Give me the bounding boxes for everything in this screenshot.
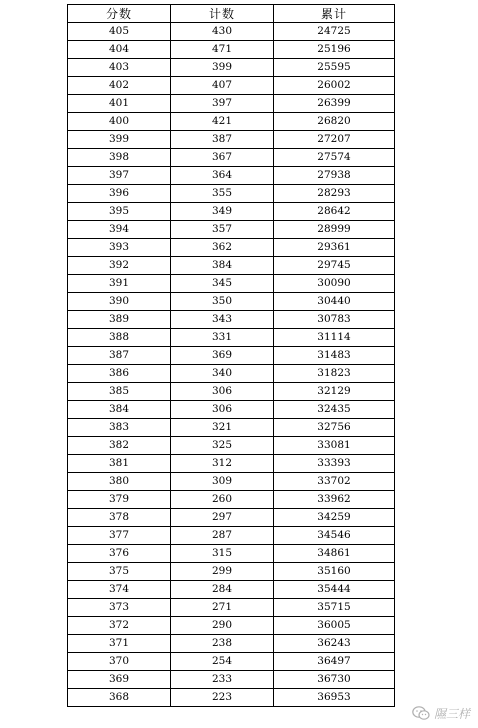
table-row bbox=[68, 635, 395, 653]
cell-count: 290 bbox=[171, 617, 274, 635]
cell-count: 238 bbox=[171, 635, 274, 653]
cell-cumulative: 34546 bbox=[274, 527, 395, 545]
cell-cumulative: 27938 bbox=[274, 167, 395, 185]
table-row bbox=[68, 653, 395, 671]
cell-score: 368 bbox=[68, 689, 171, 707]
cell-count: 355 bbox=[171, 185, 274, 203]
cell-score: 387 bbox=[68, 347, 171, 365]
table-row bbox=[68, 95, 395, 113]
table-row bbox=[68, 311, 395, 329]
table-row bbox=[68, 617, 395, 635]
cell-score: 384 bbox=[68, 401, 171, 419]
table-row bbox=[68, 203, 395, 221]
cell-count: 362 bbox=[171, 239, 274, 257]
cell-cumulative: 28293 bbox=[274, 185, 395, 203]
cell-count: 315 bbox=[171, 545, 274, 563]
cell-cumulative: 27574 bbox=[274, 149, 395, 167]
cell-cumulative: 36243 bbox=[274, 635, 395, 653]
table-row bbox=[68, 167, 395, 185]
cell-cumulative: 32129 bbox=[274, 383, 395, 401]
table-row bbox=[68, 329, 395, 347]
cell-cumulative: 26399 bbox=[274, 95, 395, 113]
cell-cumulative: 25595 bbox=[274, 59, 395, 77]
table-row bbox=[68, 419, 395, 437]
cell-cumulative: 35715 bbox=[274, 599, 395, 617]
table-row bbox=[68, 221, 395, 239]
cell-score: 396 bbox=[68, 185, 171, 203]
table-row bbox=[68, 509, 395, 527]
cell-score: 381 bbox=[68, 455, 171, 473]
cell-cumulative: 36730 bbox=[274, 671, 395, 689]
cell-count: 306 bbox=[171, 383, 274, 401]
cell-count: 357 bbox=[171, 221, 274, 239]
table-row bbox=[68, 185, 395, 203]
cell-cumulative: 30440 bbox=[274, 293, 395, 311]
table-row bbox=[68, 293, 395, 311]
table-row bbox=[68, 239, 395, 257]
table-row bbox=[68, 347, 395, 365]
cell-cumulative: 32756 bbox=[274, 419, 395, 437]
cell-score: 369 bbox=[68, 671, 171, 689]
cell-score: 375 bbox=[68, 563, 171, 581]
table-row bbox=[68, 149, 395, 167]
cell-cumulative: 36005 bbox=[274, 617, 395, 635]
table-row bbox=[68, 491, 395, 509]
cell-count: 325 bbox=[171, 437, 274, 455]
cell-score: 404 bbox=[68, 41, 171, 59]
table-row bbox=[68, 455, 395, 473]
cell-count: 399 bbox=[171, 59, 274, 77]
cell-score: 385 bbox=[68, 383, 171, 401]
table-row bbox=[68, 131, 395, 149]
table-row bbox=[68, 599, 395, 617]
cell-score: 402 bbox=[68, 77, 171, 95]
cell-score: 390 bbox=[68, 293, 171, 311]
cell-score: 378 bbox=[68, 509, 171, 527]
cell-score: 382 bbox=[68, 437, 171, 455]
table-row bbox=[68, 383, 395, 401]
cell-score: 377 bbox=[68, 527, 171, 545]
cell-score: 370 bbox=[68, 653, 171, 671]
cell-count: 345 bbox=[171, 275, 274, 293]
table-row bbox=[68, 23, 395, 41]
cell-cumulative: 36953 bbox=[274, 689, 395, 707]
cell-score: 373 bbox=[68, 599, 171, 617]
cell-cumulative: 35444 bbox=[274, 581, 395, 599]
table-row bbox=[68, 365, 395, 383]
table-row bbox=[68, 545, 395, 563]
cell-cumulative: 30090 bbox=[274, 275, 395, 293]
cell-count: 331 bbox=[171, 329, 274, 347]
cell-cumulative: 33081 bbox=[274, 437, 395, 455]
cell-count: 350 bbox=[171, 293, 274, 311]
table-row bbox=[68, 671, 395, 689]
cell-score: 391 bbox=[68, 275, 171, 293]
cell-count: 384 bbox=[171, 257, 274, 275]
cell-count: 340 bbox=[171, 365, 274, 383]
cell-count: 343 bbox=[171, 311, 274, 329]
cell-count: 364 bbox=[171, 167, 274, 185]
cell-cumulative: 28642 bbox=[274, 203, 395, 221]
cell-score: 400 bbox=[68, 113, 171, 131]
cell-count: 421 bbox=[171, 113, 274, 131]
cell-score: 389 bbox=[68, 311, 171, 329]
cell-count: 430 bbox=[171, 23, 274, 41]
cell-count: 321 bbox=[171, 419, 274, 437]
score-table bbox=[67, 4, 395, 707]
cell-count: 407 bbox=[171, 77, 274, 95]
cell-count: 397 bbox=[171, 95, 274, 113]
cell-cumulative: 26820 bbox=[274, 113, 395, 131]
cell-cumulative: 35160 bbox=[274, 563, 395, 581]
cell-count: 254 bbox=[171, 653, 274, 671]
cell-score: 393 bbox=[68, 239, 171, 257]
header-row bbox=[68, 5, 395, 23]
cell-count: 260 bbox=[171, 491, 274, 509]
cell-cumulative: 33962 bbox=[274, 491, 395, 509]
cell-score: 398 bbox=[68, 149, 171, 167]
table-header bbox=[68, 5, 395, 23]
cell-score: 397 bbox=[68, 167, 171, 185]
cell-count: 233 bbox=[171, 671, 274, 689]
cell-count: 284 bbox=[171, 581, 274, 599]
table-row bbox=[68, 257, 395, 275]
table-row bbox=[68, 275, 395, 293]
table-row bbox=[68, 689, 395, 707]
cell-score: 379 bbox=[68, 491, 171, 509]
header-cumulative: 累计 bbox=[274, 5, 395, 23]
table-body bbox=[68, 23, 395, 707]
header-count: 计数 bbox=[171, 5, 274, 23]
cell-cumulative: 27207 bbox=[274, 131, 395, 149]
cell-score: 371 bbox=[68, 635, 171, 653]
cell-count: 306 bbox=[171, 401, 274, 419]
cell-score: 399 bbox=[68, 131, 171, 149]
table-row bbox=[68, 473, 395, 491]
cell-score: 383 bbox=[68, 419, 171, 437]
cell-score: 376 bbox=[68, 545, 171, 563]
cell-cumulative: 32435 bbox=[274, 401, 395, 419]
cell-score: 386 bbox=[68, 365, 171, 383]
cell-count: 367 bbox=[171, 149, 274, 167]
cell-score: 394 bbox=[68, 221, 171, 239]
cell-count: 349 bbox=[171, 203, 274, 221]
cell-count: 223 bbox=[171, 689, 274, 707]
cell-cumulative: 33393 bbox=[274, 455, 395, 473]
cell-cumulative: 29361 bbox=[274, 239, 395, 257]
table-row bbox=[68, 41, 395, 59]
cell-cumulative: 33702 bbox=[274, 473, 395, 491]
table-row bbox=[68, 563, 395, 581]
cell-count: 271 bbox=[171, 599, 274, 617]
cell-score: 372 bbox=[68, 617, 171, 635]
cell-score: 380 bbox=[68, 473, 171, 491]
watermark bbox=[412, 705, 470, 722]
table-row bbox=[68, 581, 395, 599]
table-row bbox=[68, 77, 395, 95]
cell-score: 401 bbox=[68, 95, 171, 113]
cell-score: 388 bbox=[68, 329, 171, 347]
cell-cumulative: 24725 bbox=[274, 23, 395, 41]
cell-score: 395 bbox=[68, 203, 171, 221]
cell-cumulative: 26002 bbox=[274, 77, 395, 95]
cell-count: 471 bbox=[171, 41, 274, 59]
header-score: 分数 bbox=[68, 5, 171, 23]
table-row bbox=[68, 527, 395, 545]
cell-cumulative: 31114 bbox=[274, 329, 395, 347]
cell-count: 309 bbox=[171, 473, 274, 491]
cell-count: 312 bbox=[171, 455, 274, 473]
cell-score: 392 bbox=[68, 257, 171, 275]
cell-cumulative: 30783 bbox=[274, 311, 395, 329]
table-row bbox=[68, 437, 395, 455]
wechat-icon bbox=[412, 706, 430, 721]
cell-cumulative: 29745 bbox=[274, 257, 395, 275]
table-row bbox=[68, 401, 395, 419]
cell-score: 405 bbox=[68, 23, 171, 41]
cell-cumulative: 28999 bbox=[274, 221, 395, 239]
cell-cumulative: 31483 bbox=[274, 347, 395, 365]
cell-count: 387 bbox=[171, 131, 274, 149]
table-row bbox=[68, 59, 395, 77]
cell-score: 403 bbox=[68, 59, 171, 77]
cell-score: 374 bbox=[68, 581, 171, 599]
cell-count: 297 bbox=[171, 509, 274, 527]
cell-count: 299 bbox=[171, 563, 274, 581]
cell-cumulative: 31823 bbox=[274, 365, 395, 383]
cell-cumulative: 36497 bbox=[274, 653, 395, 671]
cell-cumulative: 25196 bbox=[274, 41, 395, 59]
cell-cumulative: 34259 bbox=[274, 509, 395, 527]
cell-count: 287 bbox=[171, 527, 274, 545]
table-row bbox=[68, 113, 395, 131]
watermark-text: 隰三样 bbox=[433, 707, 470, 721]
cell-count: 369 bbox=[171, 347, 274, 365]
cell-cumulative: 34861 bbox=[274, 545, 395, 563]
